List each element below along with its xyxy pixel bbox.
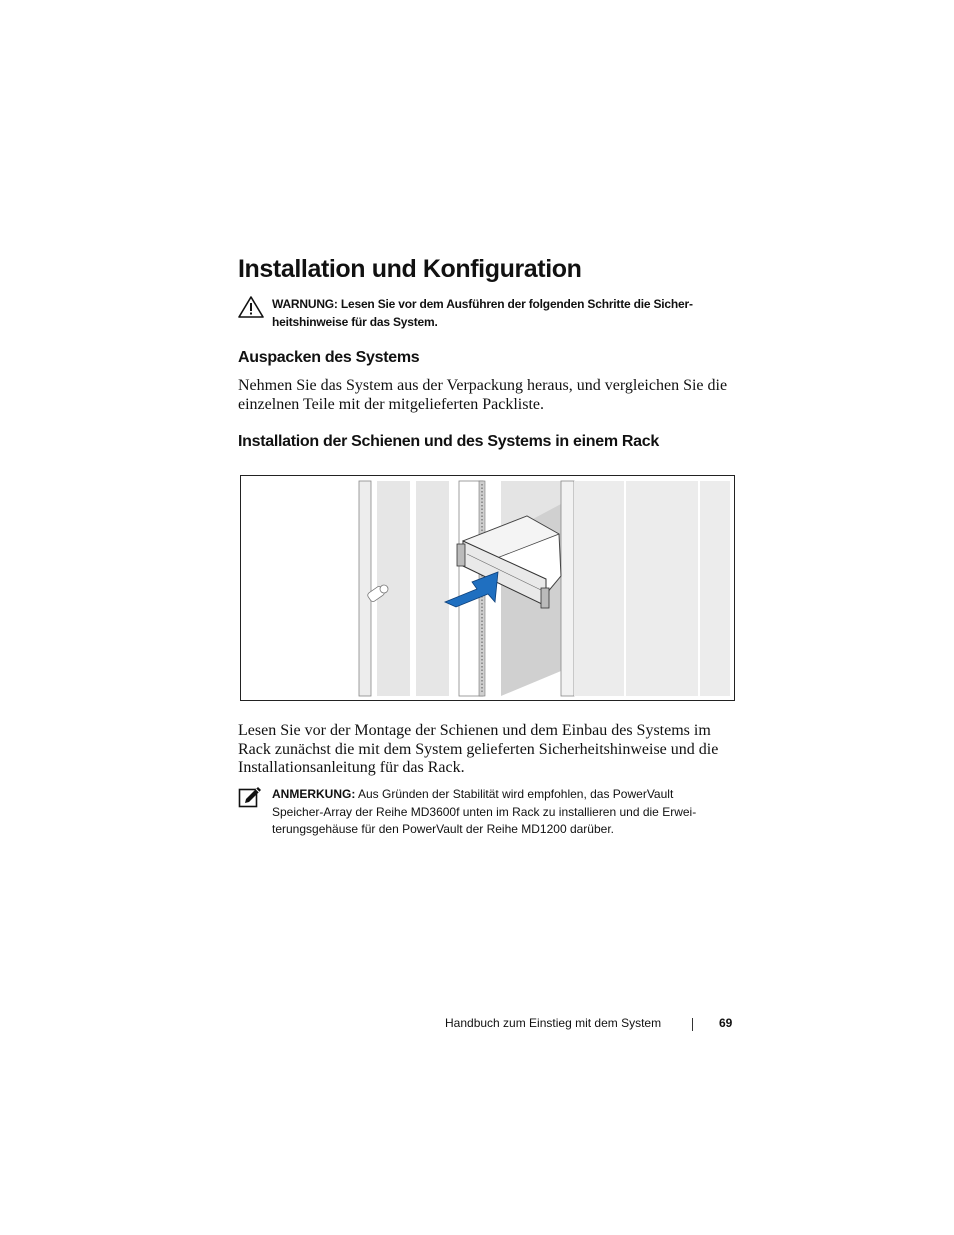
rack-line3: Installationsanleitung für das Rack. [238, 759, 465, 776]
heading-rack: Installation der Schienen und des Systems in einem Rack [238, 433, 659, 450]
warning-text-line1: Lesen Sie vor dem Ausführen der folgenden Schritte die Sicher- [340, 297, 693, 311]
rack-line1: Lesen Sie vor der Montage der Schienen und dem Einbau des Systems im [238, 722, 711, 739]
rack-illustration [240, 475, 735, 701]
pencil-note-icon [238, 786, 262, 814]
unpack-paragraph [238, 377, 738, 414]
warning-text-line2: heitshinweise für das System. [272, 314, 438, 329]
page-number: 69 [719, 1016, 733, 1030]
warning-label: WARNUNG: [272, 297, 338, 311]
note-text-line3: terungsgehäuse für den PowerVault der Reihe MD1200 darüber. [272, 822, 614, 836]
warning-notice [238, 296, 738, 331]
note-text-line2: Speicher-Array der Reihe MD3600f unten im Rack zu installieren und die Erwei- [272, 804, 697, 819]
unpack-line2: einzelnen Teile mit der mitgelieferten Packliste. [238, 395, 545, 413]
footer-title: Handbuch zum Einstieg mit dem System [445, 1016, 662, 1030]
rack-line2: Rack zunächst die mit dem System gelieferten Sicherheitshinweise und die [238, 740, 719, 758]
rack-drawing [241, 476, 734, 700]
note-text-line1: Aus Gründen der Stabilität wird empfohlen, das PowerVault [358, 787, 674, 801]
footer-separator [692, 1018, 693, 1031]
rack-paragraph [238, 722, 738, 778]
heading-unpack: Auspacken des Systems [238, 349, 420, 366]
note-label: ANMERKUNG: [272, 787, 356, 801]
warning-triangle-icon [238, 296, 264, 324]
page-title: Installation und Konfiguration [238, 255, 582, 283]
note-notice [238, 786, 738, 839]
unpack-line1: Nehmen Sie das System aus der Verpackung heraus, und vergleichen Sie die [238, 377, 728, 394]
